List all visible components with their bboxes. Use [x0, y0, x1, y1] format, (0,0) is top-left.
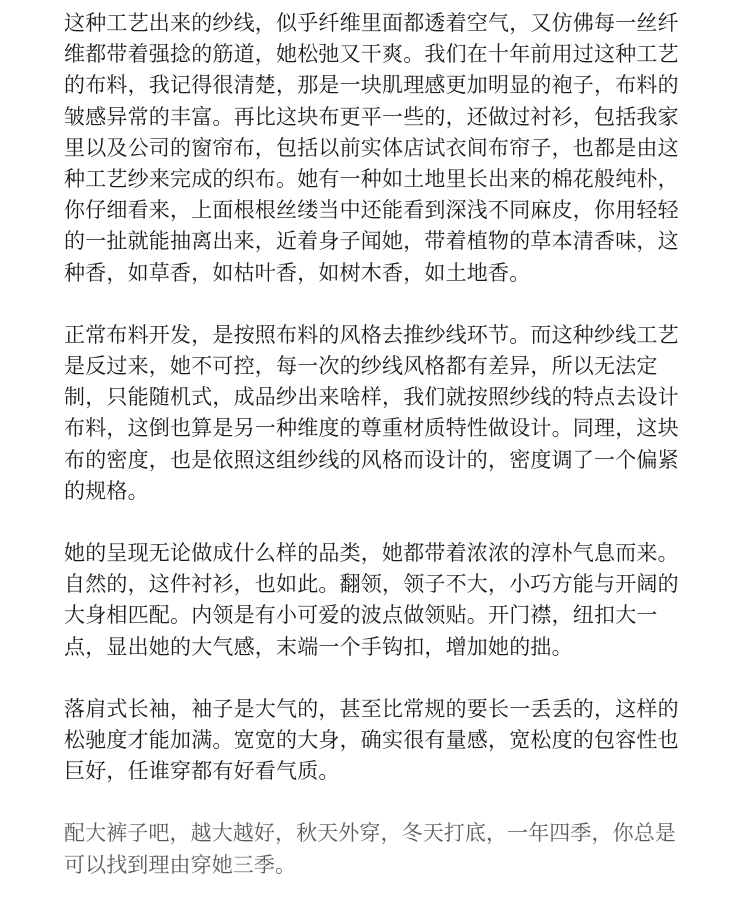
paragraph-styling-tip: 配大裤子吧，越大越好，秋天外穿，冬天打底，一年四季，你总是可以找到理由穿她三季。: [64, 821, 676, 877]
paragraph-fabric-development: 正常布料开发，是按照布料的风格去推纱线环节。而这种纱线工艺是反过来，她不可控，每一次的纱线风格都有差异，所以无法定制，只能随机式，成品纱出来啥样，我们就按照纱线的特点去设计布料，这倒也算是另一种维度的尊重材质特性做设计。同理，这块布的密度，也是依照这组纱线的风格而设计的，密度调了一个偏紧的规格。: [64, 322, 679, 503]
paragraph-sleeve-fit: 落肩式长袖，袖子是大气的，甚至比常规的要长一丢丢的，这样的松驰度才能加满。宽宽的大身，确实很有量感，宽松度的包容性也巨好，任谁穿都有好看气质。: [64, 696, 679, 784]
paragraph-shirt-details: 她的呈现无论做成什么样的品类，她都带着浓浓的淳朴气息而来。自然的，这件衬衫，也如此。翻领，领子不大，小巧方能与开阔的大身相匹配。内领是有小可爱的波点做领贴。开门襟，纽扣大一点，显出她的大气感，末端一个手钩扣，增加她的拙。: [64, 541, 679, 659]
paragraph-yarn-process: 这种工艺出来的纱线，似乎纤维里面都透着空气，又仿佛每一丝纤维都带着强捻的筋道，她松弛又干爽。我们在十年前用过这种工艺的布料，我记得很清楚，那是一块肌理感更加明显的袍子，布料的皱感异常的丰富。再比这块布更平一些的，还做过衬衫，包括我家里以及公司的窗帘布，包括以前实体店试衣间布帘子，也都是由这种工艺纱来完成的织布。她有一种如土地里长出来的棉花般纯朴，你仔细看来，上面根根丝缕当中还能看到深浅不同麻皮，你用轻轻的一扯就能抽离出来，近着身子闻她，带着植物的草本清香味，这种香，如草香，如枯叶香，如树木香，如土地香。: [64, 11, 679, 285]
article-body: [64, 8, 694, 881]
